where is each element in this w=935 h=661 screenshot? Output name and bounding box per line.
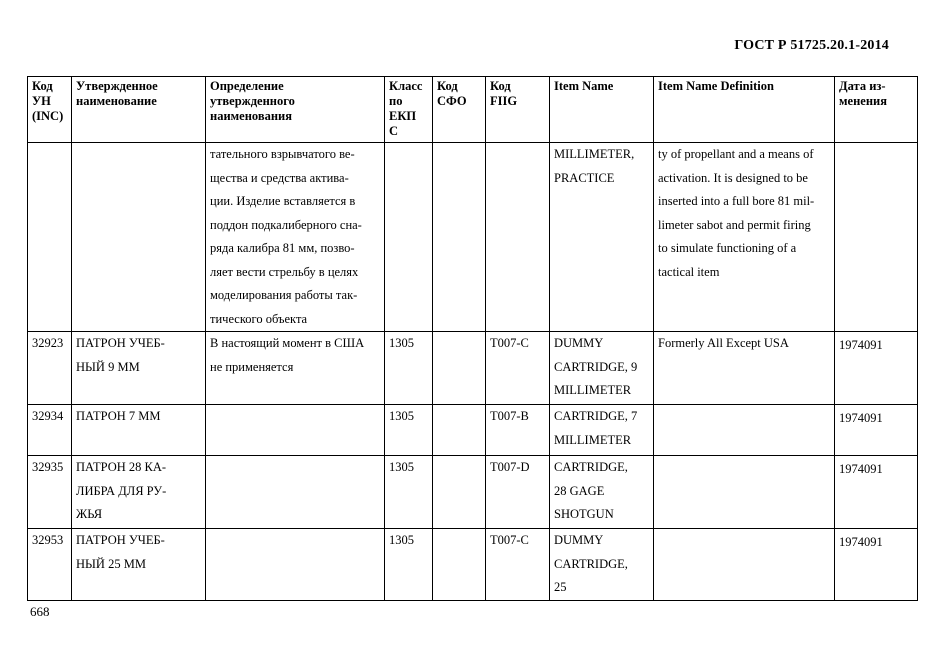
table-row — [28, 529, 918, 601]
col-header-sfo: Код СФО — [433, 77, 486, 143]
cell-code: 32923 — [28, 332, 72, 405]
cell-item-definition — [654, 529, 835, 601]
cell-definition — [206, 456, 385, 529]
cell-class: 1305 — [385, 332, 433, 405]
cell-fiig: T007-C — [486, 529, 550, 601]
col-header-date: Дата из- менения — [835, 77, 918, 143]
cell-code — [28, 143, 72, 332]
cell-class: 1305 — [385, 405, 433, 456]
cell-date: 1974091 — [835, 529, 918, 601]
cell-definition: тательного взрывчатого ве- щества и средства актива- ции. Изделие вставляется в поддон подкалиберного сна- ряда калибра 81 мм, позво- ляет вести стрельбу в целях моделирования работы так- тического объекта — [206, 143, 385, 332]
col-header-code: Код УН (INC) — [28, 77, 72, 143]
table-row — [28, 143, 918, 332]
cell-item-definition: ty of propellant and a means of activation. It is designed to be inserted into a full bore 81 mil- limeter sabot and permit firing to simulate functioning of a tactical item — [654, 143, 835, 332]
cell-sfo — [433, 143, 486, 332]
cell-fiig: T007-B — [486, 405, 550, 456]
cell-name — [72, 143, 206, 332]
col-header-name: Утвержденное наименование — [72, 77, 206, 143]
cell-item-definition — [654, 456, 835, 529]
cell-name: ПАТРОН УЧЕБ- НЫЙ 9 ММ — [72, 332, 206, 405]
cell-date — [835, 143, 918, 332]
table-header-row — [28, 77, 918, 143]
table-row — [28, 405, 918, 456]
cell-fiig: T007-C — [486, 332, 550, 405]
col-header-item-definition: Item Name Definition — [654, 77, 835, 143]
cell-date: 1974091 — [835, 405, 918, 456]
cell-definition — [206, 529, 385, 601]
cell-name: ПАТРОН УЧЕБ- НЫЙ 25 ММ — [72, 529, 206, 601]
cell-code: 32953 — [28, 529, 72, 601]
cell-sfo — [433, 405, 486, 456]
cell-item-name: CARTRIDGE, 28 GAGE SHOTGUN — [550, 456, 654, 529]
cell-item-name: CARTRIDGE, 7 MILLIMETER — [550, 405, 654, 456]
cell-class: 1305 — [385, 456, 433, 529]
cell-date: 1974091 — [835, 456, 918, 529]
cell-code: 32935 — [28, 456, 72, 529]
page-number: 668 — [30, 604, 50, 619]
cell-definition — [206, 405, 385, 456]
cell-name: ПАТРОН 7 ММ — [72, 405, 206, 456]
table-row — [28, 332, 918, 405]
cell-fiig — [486, 143, 550, 332]
cell-class: 1305 — [385, 529, 433, 601]
cell-definition: В настоящий момент в США не применяется — [206, 332, 385, 405]
cell-name: ПАТРОН 28 КА- ЛИБРА ДЛЯ РУ- ЖЬЯ — [72, 456, 206, 529]
table-row — [28, 456, 918, 529]
col-header-class: Класс по ЕКП С — [385, 77, 433, 143]
classification-table — [27, 76, 918, 601]
cell-item-definition — [654, 405, 835, 456]
cell-sfo — [433, 456, 486, 529]
col-header-fiig: Код FIIG — [486, 77, 550, 143]
cell-item-name: DUMMY CARTRIDGE, 9 MILLIMETER — [550, 332, 654, 405]
cell-item-name: DUMMY CARTRIDGE, 25 — [550, 529, 654, 601]
cell-item-definition: Formerly All Except USA — [654, 332, 835, 405]
cell-item-name: MILLIMETER, PRACTICE — [550, 143, 654, 332]
cell-sfo — [433, 529, 486, 601]
col-header-item-name: Item Name — [550, 77, 654, 143]
cell-date: 1974091 — [835, 332, 918, 405]
cell-class — [385, 143, 433, 332]
cell-sfo — [433, 332, 486, 405]
cell-fiig: T007-D — [486, 456, 550, 529]
document-id: ГОСТ Р 51725.20.1-2014 — [734, 38, 889, 53]
col-header-definition: Определение утвержденного наименования — [206, 77, 385, 143]
cell-code: 32934 — [28, 405, 72, 456]
